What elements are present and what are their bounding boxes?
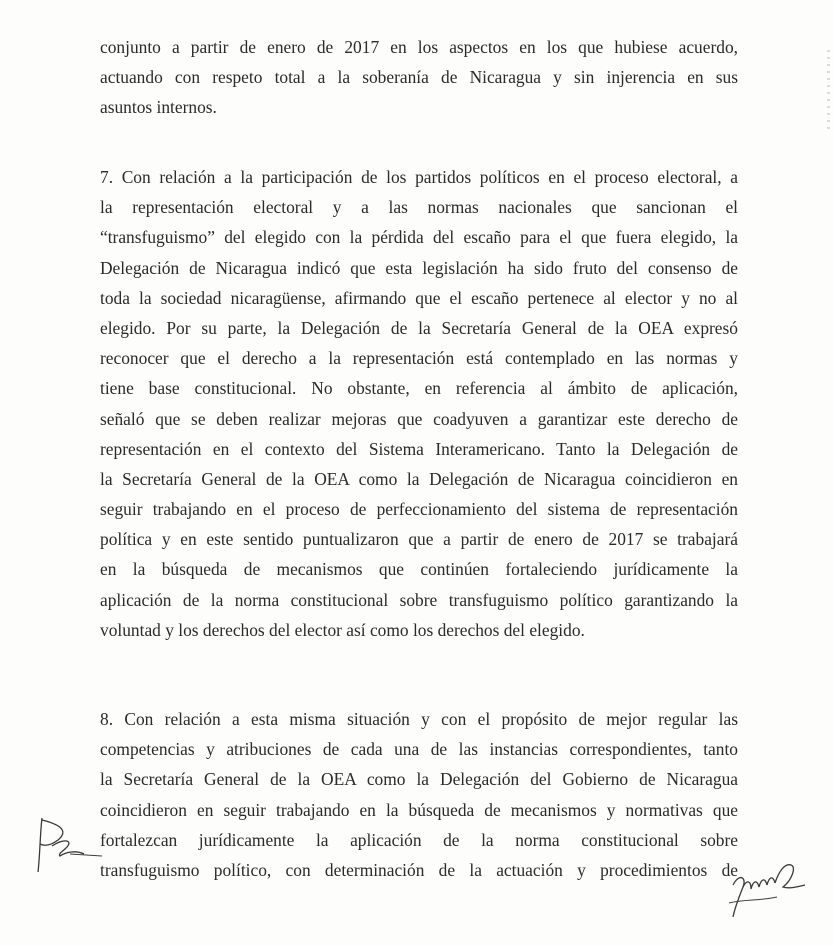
text-line: la Secretaría General de la OEA como la Delegación de Nicaragua coincidieron en [100, 468, 738, 489]
text-line: elegido. Por su parte, la Delegación de la Secretaría General de la OEA expresó [100, 317, 738, 338]
text-line: actuando con respeto total a la soberanía de Nicaragua y sin injerencia en sus [100, 67, 738, 88]
paragraph-continuation [100, 32, 738, 123]
text-line: en la búsqueda de mecanismos que continúen fortaleciendo jurídicamente la [100, 559, 738, 580]
margin-initials-icon [20, 810, 120, 880]
text-line: 8. Con relación a esta misma situación y con el propósito de mejor regular las [100, 709, 738, 729]
text-line: conjunto a partir de enero de 2017 en los aspectos en los que hubiese acuerdo, [100, 37, 738, 57]
text-line: aplicación de la norma constitucional sobre transfuguismo político garantizando la [100, 589, 738, 610]
text-line: 7. Con relación a la participación de los partidos políticos en el proceso electoral, a [100, 167, 738, 187]
text-line: toda la sociedad nicaragüense, afirmando que el escaño pertenece al elector y no al [100, 287, 738, 308]
scan-edge-mark [827, 50, 830, 130]
text-line: competencias y atribuciones de cada una de las instancias correspondientes, tanto [100, 739, 738, 760]
text-line: representación en el contexto del Sistema Interamericano. Tanto la Delegación de [100, 438, 738, 459]
text-line: Delegación de Nicaragua indicó que esta legislación ha sido fruto del consenso de [100, 257, 738, 278]
text-line: señaló que se deben realizar mejoras que coadyuven a garantizar este derecho de [100, 408, 738, 429]
paragraph-8 [100, 704, 738, 885]
text-line: transfuguismo político, con determinación de la actuación y procedimientos de [100, 859, 738, 880]
signature-icon [725, 855, 825, 925]
text-line: la representación electoral y a las normas nacionales que sancionan el [100, 197, 738, 218]
text-line: coincidieron en seguir trabajando en la búsqueda de mecanismos y normativas que [100, 799, 738, 820]
text-line: seguir trabajando en el proceso de perfeccionamiento del sistema de representación [100, 499, 738, 520]
text-line: “transfuguismo” del elegido con la pérdida del escaño para el que fuera elegido, la [100, 227, 738, 248]
text-line: la Secretaría General de la OEA como la Delegación del Gobierno de Nicaragua [100, 769, 738, 790]
text-line: tiene base constitucional. No obstante, en referencia al ámbito de aplicación, [100, 378, 738, 399]
text-line: reconocer que el derecho a la representación está contemplado en las normas y [100, 348, 738, 369]
paragraph-7 [100, 162, 738, 645]
text-line: voluntad y los derechos del elector así como los derechos del elegido. [100, 619, 585, 640]
text-line: fortalezcan jurídicamente la aplicación de la norma constitucional sobre [100, 829, 738, 850]
text-line: política y en este sentido puntualizaron que a partir de enero de 2017 se trabajará [100, 529, 738, 550]
text-line: asuntos internos. [100, 97, 217, 118]
